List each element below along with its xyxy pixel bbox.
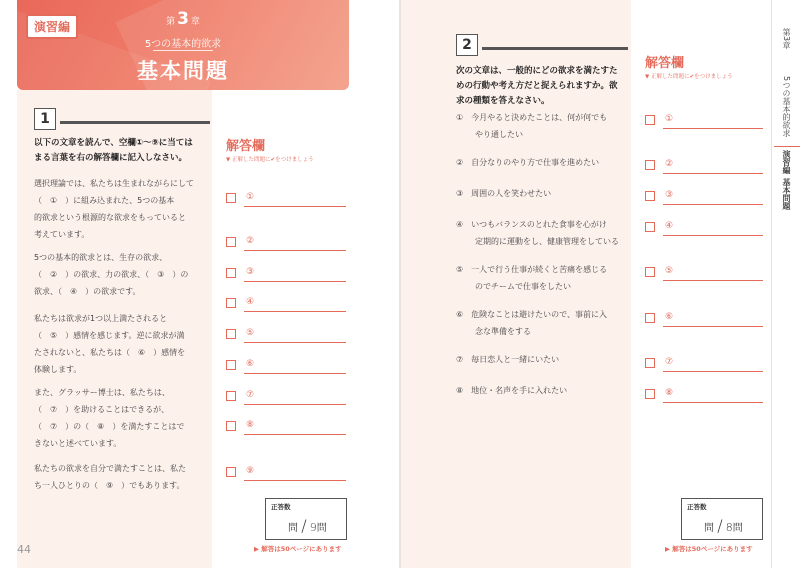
page-title: 基本問題: [137, 59, 229, 83]
answer-checkbox[interactable]: [226, 467, 236, 477]
answer-line[interactable]: [663, 204, 763, 205]
answer-heading: 解答欄: [645, 56, 685, 71]
side-chapter: 第3章: [782, 28, 791, 50]
answer-line[interactable]: [244, 373, 346, 374]
answer-checkbox[interactable]: [645, 191, 655, 201]
list-item: ① 今月やると決めたことは、何が何でも やり通したい: [456, 113, 608, 139]
paragraph-3: 私たちは欲求が1つ以上満たされると （ ⑤ ）感情を感じます。逆に欲求が満 たされないと、私たちは（ ⑥ ）感情を 体験します。: [34, 314, 186, 374]
side-section-2: 基本問題: [782, 178, 791, 210]
answer-checkbox[interactable]: [645, 313, 655, 323]
answer-number: ③: [665, 190, 674, 200]
paragraph-5: 私たちの欲求を自分で満たすことは、私た ち一人ひとりの（ ⑨ ）でもあります。: [34, 464, 186, 490]
answer-number: ⑦: [665, 357, 674, 367]
answer-number: ⑤: [246, 328, 255, 338]
answer-note: ▼ 正解した問題に✔をつけましょう: [226, 157, 314, 163]
answer-checkbox[interactable]: [226, 421, 236, 431]
answer-number: ⑨: [246, 466, 255, 476]
chapter-subtitle: 5つの基本的欲求: [144, 39, 222, 50]
answer-number: ②: [246, 236, 255, 246]
answer-number: ②: [665, 159, 674, 169]
answer-line[interactable]: [244, 311, 346, 312]
answer-line[interactable]: [244, 281, 346, 282]
answer-checkbox[interactable]: [226, 193, 236, 203]
answer-checkbox[interactable]: [645, 267, 655, 277]
answer-number: ⑤: [665, 266, 674, 276]
answer-line[interactable]: [244, 434, 346, 435]
answer-number: ①: [665, 114, 674, 124]
paragraph-1: 選択理論では、私たちは生まれながらにして （ ① ）に組み込まれた、5つの基本 的欲求という根源的な欲求をもっていると 考えています。: [34, 179, 194, 239]
answer-checkbox[interactable]: [645, 160, 655, 170]
answer-number: ⑧: [665, 388, 674, 398]
question-instruction: 次の文章は、一般的にどの欲求を満たすた めの行動や考え方だと捉えられますか。欲 求の種類を答えなさい。: [456, 66, 618, 106]
answer-checkbox[interactable]: [645, 389, 655, 399]
answer-number: ⑧: [246, 420, 255, 430]
answers-page-note: ▶ 解答は50ページにあります: [665, 545, 753, 553]
answer-heading: 解答欄: [226, 139, 266, 154]
answer-line[interactable]: [244, 342, 346, 343]
list-item: ③ 周囲の人を笑わせたい: [456, 189, 552, 198]
answer-line[interactable]: [663, 326, 763, 327]
answer-checkbox[interactable]: [226, 237, 236, 247]
answer-line[interactable]: [244, 250, 346, 251]
answer-line[interactable]: [663, 235, 763, 236]
answer-line[interactable]: [663, 128, 763, 129]
score-box: 正答数 問 / 9問: [265, 498, 347, 540]
answer-checkbox[interactable]: [226, 268, 236, 278]
list-item: ② 自分なりのやり方で仕事を進めたい: [456, 158, 600, 167]
answer-line[interactable]: [244, 206, 346, 207]
answer-line[interactable]: [663, 173, 763, 174]
side-chapter-title: 5つの基本的欲求: [782, 76, 791, 138]
side-section-1: 演習編: [782, 150, 791, 174]
question-number: 1: [34, 108, 56, 130]
right-page: [401, 0, 800, 568]
paragraph-2: 5つの基本的欲求とは、生存の欲求、 （ ② ）の欲求、力の欲求、（ ③ ）の 欲求、（ ④ ）の欲求です。: [34, 253, 189, 296]
question-instruction: 以下の文章を読んで、空欄①〜⑨に当ては まる言葉を右の解答欄に記入しなさい。: [34, 138, 193, 163]
answer-line[interactable]: [663, 371, 763, 372]
list-item: ④ いつもバランスのとれた食事を心がけ 定期的に運動をし、健康管理をしている: [456, 220, 619, 246]
answer-checkbox[interactable]: [226, 329, 236, 339]
left-page: [0, 0, 399, 568]
answer-line[interactable]: [244, 404, 346, 405]
list-item: ⑤ 一人で行う仕事が続くと苦痛を感じる のでチームで仕事をしたい: [456, 265, 608, 291]
score-box: 正答数 問 / 8問: [681, 498, 763, 540]
question-number: 2: [456, 34, 478, 56]
answer-number: ①: [246, 192, 255, 202]
answer-note: ▼ 正解した問題に✔をつけましょう: [645, 74, 733, 80]
answer-checkbox[interactable]: [226, 391, 236, 401]
answer-line[interactable]: [663, 402, 763, 403]
answer-checkbox[interactable]: [645, 222, 655, 232]
answer-line[interactable]: [663, 280, 763, 281]
answer-number: ③: [246, 267, 255, 277]
answer-number: ⑥: [665, 312, 674, 322]
list-item: ⑧ 地位・名声を手に入れたい: [456, 386, 568, 395]
chapter-label: 第 3 章: [166, 9, 200, 29]
answer-number: ④: [665, 221, 674, 231]
answer-checkbox[interactable]: [226, 298, 236, 308]
answer-checkbox[interactable]: [226, 360, 236, 370]
section-tag: 演習編: [26, 14, 78, 39]
list-item: ⑦ 毎日恋人と一緒にいたい: [456, 355, 560, 364]
answer-number: ⑥: [246, 359, 255, 369]
answers-page-note: ▶ 解答は50ページにあります: [254, 545, 342, 553]
answer-checkbox[interactable]: [645, 115, 655, 125]
answer-line[interactable]: [244, 480, 346, 481]
answer-number: ⑦: [246, 390, 255, 400]
list-item: ⑥ 危険なことは避けたいので、事前に入 念な準備をする: [456, 310, 608, 336]
answer-checkbox[interactable]: [645, 358, 655, 368]
page-number: 44: [17, 543, 31, 556]
paragraph-4: また、グラッサー博士は、私たちは、 （ ⑦ ）を助けることはできるが、 （ ⑦ ）の（ ⑧ ）を満たすことはで きないと述べています。: [34, 388, 185, 448]
answer-number: ④: [246, 297, 255, 307]
